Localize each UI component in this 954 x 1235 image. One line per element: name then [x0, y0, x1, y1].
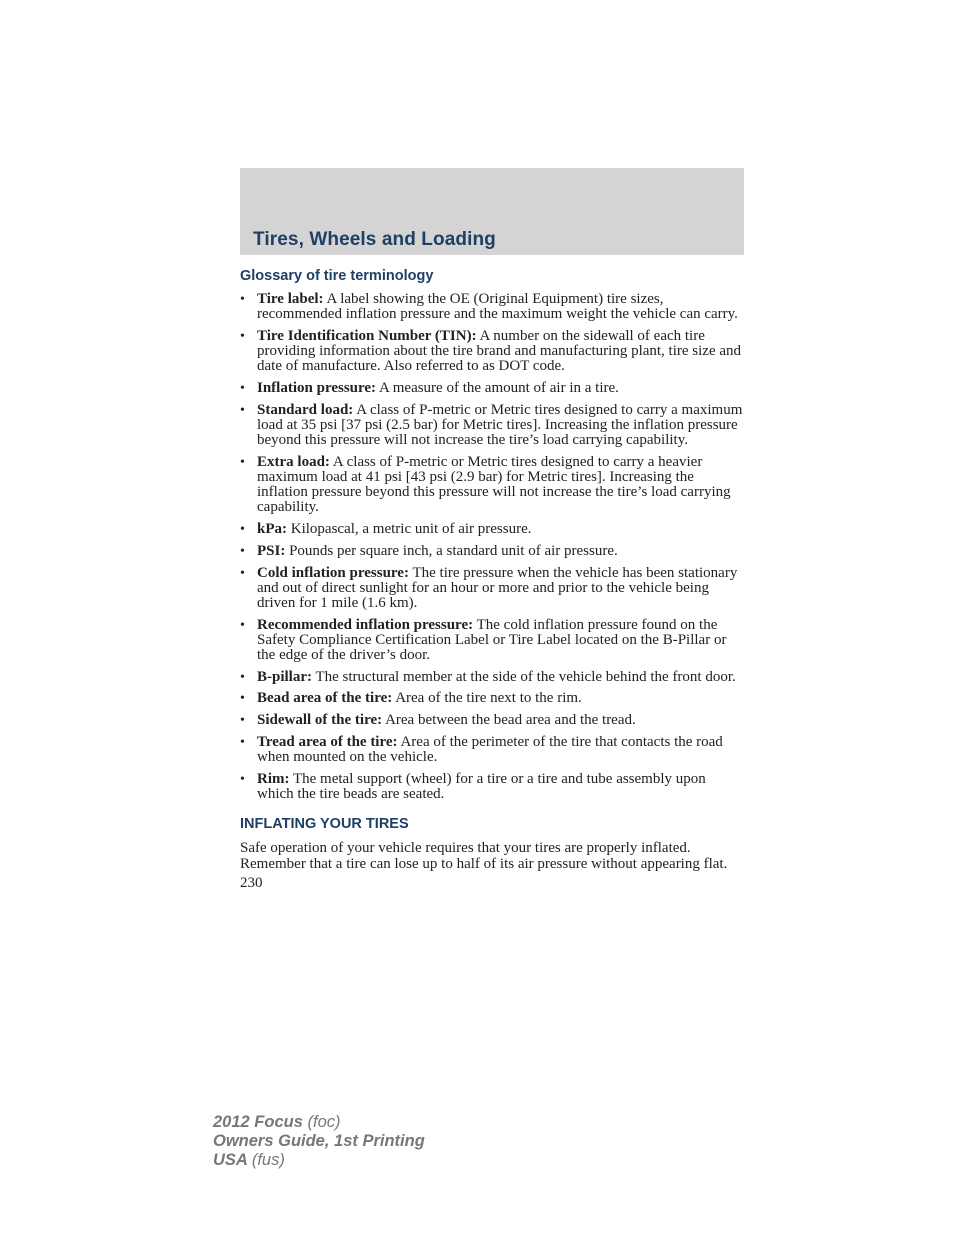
glossary-term: Bead area of the tire:	[257, 690, 393, 707]
glossary-definition: A label showing the OE (Original Equipment) tire sizes, recommended inflation pressure and the maximum weight the vehicle can carry.	[257, 291, 738, 323]
glossary-item	[240, 292, 746, 322]
glossary-item	[240, 544, 746, 559]
glossary-definition: The metal support (wheel) for a tire or a tire and tube assembly upon which the tire beads are seated.	[257, 770, 706, 802]
bullet-icon: •	[240, 565, 245, 581]
footer-market: USA	[213, 1151, 248, 1169]
glossary-item	[240, 691, 746, 706]
glossary-item	[240, 735, 746, 765]
glossary-term: Cold inflation pressure:	[257, 564, 409, 581]
glossary-item	[240, 455, 746, 516]
glossary-term: Standard load:	[257, 401, 354, 418]
glossary-term: Sidewall of the tire:	[257, 712, 383, 729]
glossary-term: Rim:	[257, 770, 290, 787]
page-number: 230	[240, 875, 263, 892]
glossary-definition: Area of the tire next to the rim.	[395, 690, 582, 707]
page-content	[240, 268, 746, 891]
footer-line-guide: Owners Guide, 1st Printing	[213, 1132, 425, 1150]
bullet-icon: •	[240, 381, 245, 397]
footer-model-code: (foc)	[307, 1113, 341, 1131]
glossary-definition: The tire pressure when the vehicle has been stationary and out of direct sunlight for an hour or more and prior to the vehicle being driven for 1 mile (1.6 km).	[257, 564, 738, 611]
bullet-icon: •	[240, 454, 245, 470]
footer-market-code: (fus)	[251, 1151, 285, 1169]
footer-model: 2012 Focus	[213, 1113, 303, 1131]
glossary-definition: A number on the sidewall of each tire providing information about the tire brand and manufacturing plant, tire size and date of manufacture. Also referred to as DOT code.	[257, 327, 742, 375]
glossary-term: Tire Identification Number (TIN):	[257, 327, 477, 344]
glossary-term: Recommended inflation pressure:	[257, 616, 474, 633]
glossary-item	[240, 381, 746, 396]
bullet-icon: •	[240, 522, 245, 538]
footer-line-model	[213, 1113, 425, 1132]
glossary-definition: Pounds per square inch, a standard unit of air pressure.	[289, 542, 618, 559]
inflating-heading: INFLATING YOUR TIRES	[240, 816, 409, 833]
glossary-term: Tire label:	[257, 291, 324, 307]
glossary-item	[240, 618, 746, 664]
glossary-definition: A measure of the amount of air in a tire.	[378, 380, 619, 397]
bullet-icon: •	[240, 734, 245, 750]
bullet-icon: •	[240, 543, 245, 559]
glossary-term: B-pillar:	[257, 668, 312, 685]
glossary-item	[240, 522, 746, 537]
bullet-icon: •	[240, 617, 245, 633]
bullet-icon: •	[240, 292, 245, 307]
inflating-paragraph: Safe operation of your vehicle requires that your tires are properly inflated. Remember that a tire can lose up to half of its air pressure without appearing flat.	[240, 840, 728, 873]
glossary-definition: Area between the bead area and the tread.	[385, 712, 636, 729]
glossary-heading: Glossary of tire terminology	[240, 268, 434, 284]
glossary-term: Inflation pressure:	[257, 380, 377, 397]
glossary-term: Extra load:	[257, 453, 330, 470]
glossary-item	[240, 713, 746, 728]
glossary-definition: Area of the perimeter of the tire that contacts the road when mounted on the vehicle.	[257, 733, 723, 766]
glossary-term: PSI:	[257, 542, 286, 559]
glossary-item	[240, 403, 746, 449]
glossary-term: Tread area of the tire:	[257, 733, 398, 750]
glossary-definition: The structural member at the side of the vehicle behind the front door.	[315, 668, 736, 685]
bullet-icon: •	[240, 771, 245, 787]
glossary-definition: Kilopascal, a metric unit of air pressure.	[290, 521, 532, 538]
glossary-definition: A class of P-metric or Metric tires designed to carry a maximum load at 35 psi [37 psi (2.5 bar) for Metric tires]. Increasing the inflation pressure beyond this pressure will not increase the tire’s load carrying capability.	[257, 401, 743, 449]
glossary-item	[240, 670, 746, 685]
glossary-item	[240, 329, 746, 375]
bullet-icon: •	[240, 669, 245, 685]
bullet-icon: •	[240, 713, 245, 729]
bullet-icon: •	[240, 691, 245, 707]
section-title: Tires, Wheels and Loading	[253, 229, 496, 250]
glossary-item	[240, 772, 746, 802]
glossary-term: kPa:	[257, 521, 287, 538]
section-header-band	[240, 168, 744, 255]
glossary-definition: A class of P-metric or Metric tires designed to carry a heavier maximum load at 41 psi [43 psi (2.9 bar) for Metric tires]. Increasing the inflation pressure beyond this pressure will not increase the tire’s load carrying capability.	[257, 453, 731, 516]
glossary-item	[240, 566, 746, 612]
bullet-icon: •	[240, 402, 245, 418]
bullet-icon: •	[240, 328, 245, 344]
document-footer	[213, 1113, 425, 1170]
footer-line-market	[213, 1151, 425, 1170]
glossary-definition: The cold inflation pressure found on the Safety Compliance Certification Label or Tire Label located on the B-Pillar or the edge of the driver’s door.	[257, 616, 727, 664]
glossary-list	[240, 292, 746, 802]
